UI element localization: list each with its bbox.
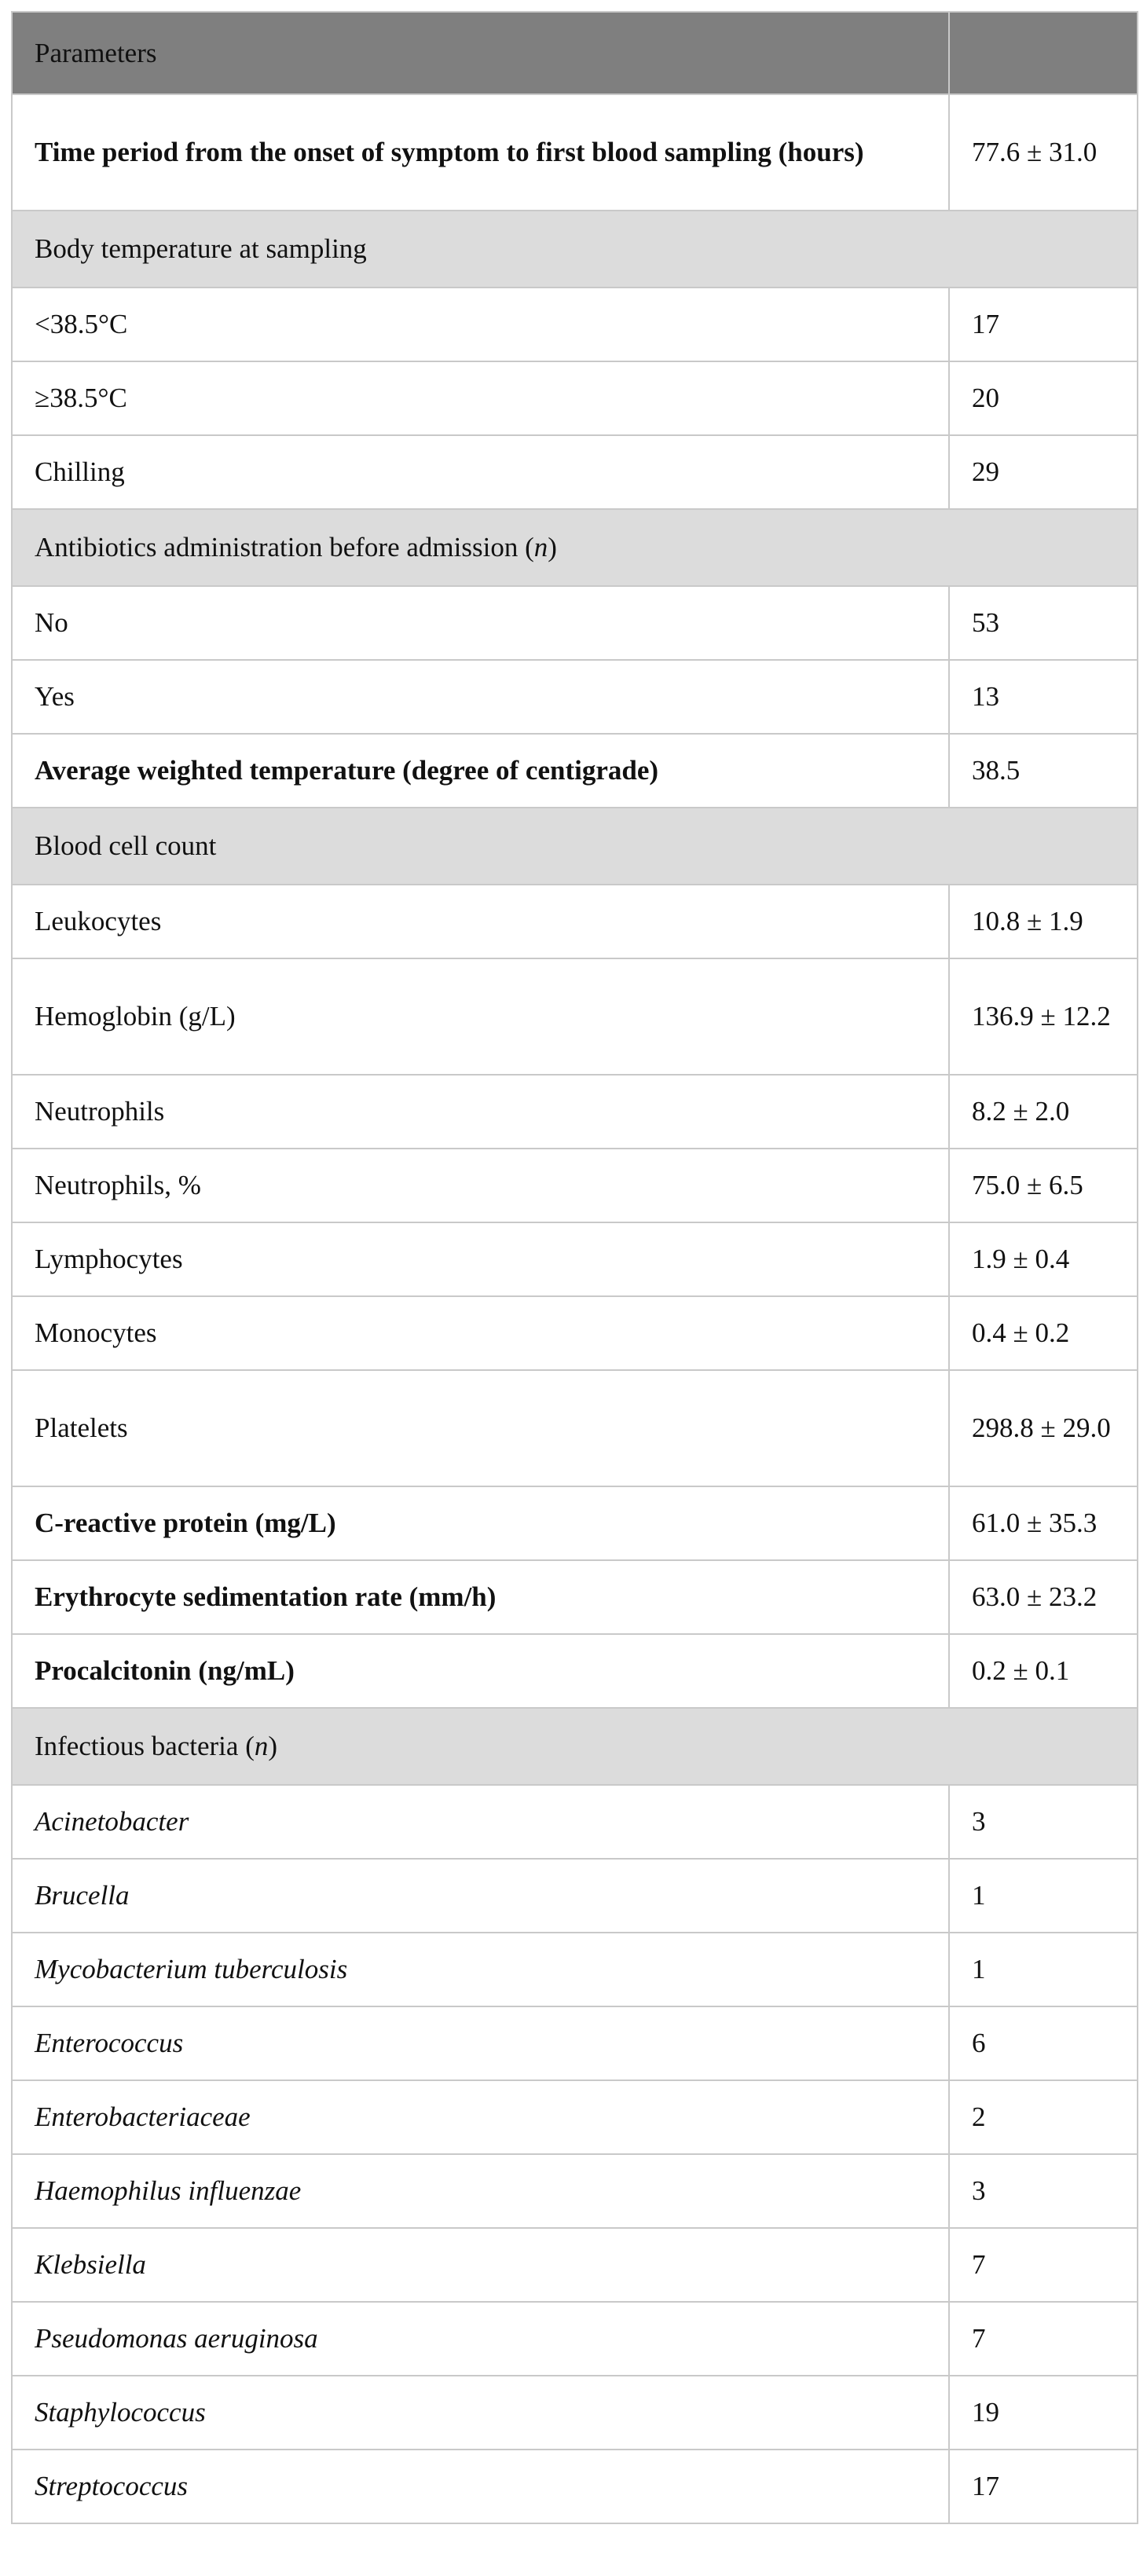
section-label: Blood cell count [12,808,1138,885]
table-row [12,1560,1138,1634]
row-value: 77.6 ± 31.0 [949,94,1138,211]
row-value: 7 [949,2302,1138,2376]
row-label: Time period from the onset of symptom to first blood sampling (hours) [12,94,949,211]
row-label: Brucella [12,1859,949,1933]
section-label-text: Antibiotics administration before admission ( [35,532,534,562]
section-label-italic: n [254,1731,269,1761]
row-value: 298.8 ± 29.0 [949,1370,1138,1486]
row-value: 38.5 [949,734,1138,808]
table-row [12,2080,1138,2154]
row-label: Erythrocyte sedimentation rate (mm/h) [12,1560,949,1634]
table-row [12,1296,1138,1370]
row-value: 29 [949,435,1138,509]
table-row [12,2228,1138,2302]
row-value: 1 [949,1859,1138,1933]
table-row [12,435,1138,509]
section-label-italic: n [533,532,548,562]
row-value: 75.0 ± 6.5 [949,1149,1138,1222]
row-value: 13 [949,660,1138,734]
table-row [12,1859,1138,1933]
row-value: 0.4 ± 0.2 [949,1296,1138,1370]
row-label: Hemoglobin (g/L) [12,958,949,1075]
row-label: Haemophilus influenzae [12,2154,949,2228]
table-row [12,288,1138,361]
row-value: 17 [949,2450,1138,2523]
section-label [12,509,1138,586]
row-label: Neutrophils, % [12,1149,949,1222]
section-label-tail: ) [268,1731,278,1761]
parameters-table [11,11,1138,2524]
section-label-text: Infectious bacteria ( [35,1731,255,1761]
row-label: Streptococcus [12,2450,949,2523]
row-value: 63.0 ± 23.2 [949,1560,1138,1634]
table-row [12,586,1138,660]
row-label: Lymphocytes [12,1222,949,1296]
table-row [12,94,1138,211]
row-label: Klebsiella [12,2228,949,2302]
row-value: 10.8 ± 1.9 [949,885,1138,958]
section-label: Body temperature at sampling [12,211,1138,288]
table-row [12,1486,1138,1560]
table-row [12,958,1138,1075]
row-value: 6 [949,2006,1138,2080]
section-label [12,1708,1138,1785]
row-value: 3 [949,2154,1138,2228]
row-label: Yes [12,660,949,734]
row-label: Leukocytes [12,885,949,958]
row-value: 8.2 ± 2.0 [949,1075,1138,1149]
row-label: Procalcitonin (ng/mL) [12,1634,949,1708]
table-header-row [12,12,1138,94]
row-value: 1 [949,1933,1138,2006]
header-value [949,12,1138,94]
row-value: 136.9 ± 12.2 [949,958,1138,1075]
table-row [12,1933,1138,2006]
row-value: 3 [949,1785,1138,1859]
row-label: Acinetobacter [12,1785,949,1859]
row-label: ≥38.5°C [12,361,949,435]
row-label: <38.5°C [12,288,949,361]
table-row [12,734,1138,808]
table-row [12,2154,1138,2228]
row-label: Average weighted temperature (degree of centigrade) [12,734,949,808]
header-parameters: Parameters [12,12,949,94]
section-label-tail: ) [548,532,557,562]
table-row [12,1222,1138,1296]
row-value: 19 [949,2376,1138,2450]
row-label: Chilling [12,435,949,509]
row-label: Monocytes [12,1296,949,1370]
table-row [12,1149,1138,1222]
table-row [12,1075,1138,1149]
table-row [12,2006,1138,2080]
table-row [12,660,1138,734]
table-row [12,1370,1138,1486]
table-row [12,361,1138,435]
row-value: 0.2 ± 0.1 [949,1634,1138,1708]
row-value: 53 [949,586,1138,660]
row-value: 7 [949,2228,1138,2302]
section-row [12,1708,1138,1785]
section-row [12,211,1138,288]
table-row [12,1785,1138,1859]
section-row [12,808,1138,885]
row-value: 1.9 ± 0.4 [949,1222,1138,1296]
row-label: Neutrophils [12,1075,949,1149]
row-label: Enterobacteriaceae [12,2080,949,2154]
row-value: 61.0 ± 35.3 [949,1486,1138,1560]
row-label: Staphylococcus [12,2376,949,2450]
row-value: 2 [949,2080,1138,2154]
section-row [12,509,1138,586]
table-row [12,2302,1138,2376]
row-label: C-reactive protein (mg/L) [12,1486,949,1560]
table-row [12,2376,1138,2450]
table-row [12,1634,1138,1708]
row-value: 20 [949,361,1138,435]
row-value: 17 [949,288,1138,361]
table-row [12,2450,1138,2523]
table-row [12,885,1138,958]
row-label: Platelets [12,1370,949,1486]
row-label: No [12,586,949,660]
row-label: Enterococcus [12,2006,949,2080]
row-label: Mycobacterium tuberculosis [12,1933,949,2006]
row-label: Pseudomonas aeruginosa [12,2302,949,2376]
